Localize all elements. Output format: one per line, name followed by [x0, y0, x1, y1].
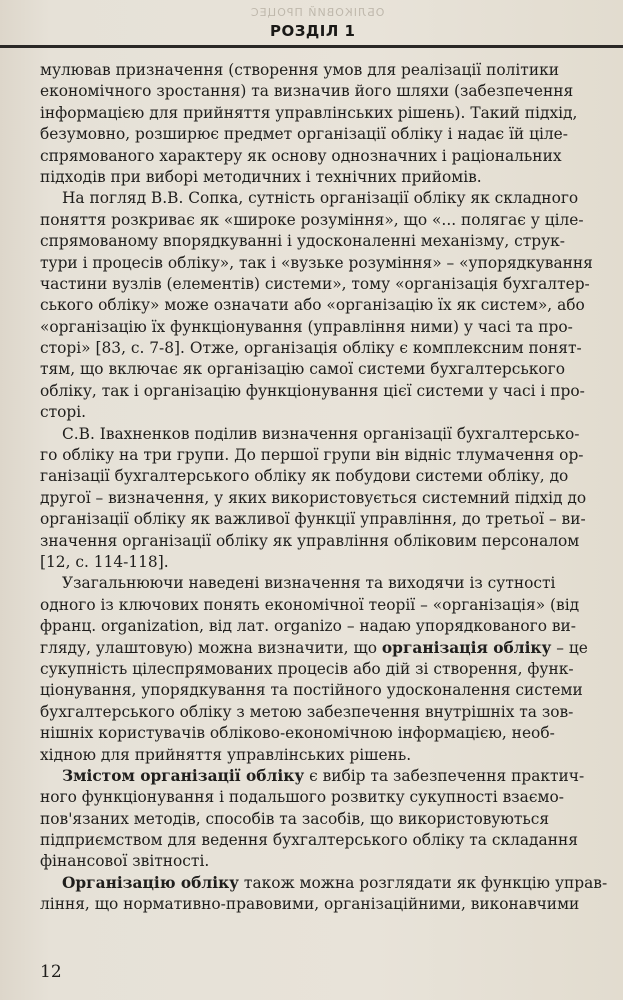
- text-line: [40, 638, 623, 659]
- line-text: ціонування, упорядкування та постійного удосконалення системи: [40, 681, 583, 700]
- bleed-through-text: ОБЛІКОВИЙ ПРОЦЕС: [250, 6, 385, 19]
- line-text: поняття розкриває як «широке розуміння», що «... полягає у ціле-: [40, 210, 584, 229]
- line-text: гляду, улаштовую) можна визначити, що: [40, 638, 382, 657]
- text-line: [40, 531, 623, 552]
- text-line: [40, 488, 623, 509]
- line-text: тям, що включає як організацію самої системи бухгалтерського: [40, 360, 566, 379]
- text-line: [40, 873, 623, 894]
- text-line: [40, 188, 623, 209]
- text-line: [40, 616, 623, 637]
- line-text: підходів при виборі методичних і технічних прийомів.: [40, 167, 482, 186]
- text-line: [40, 81, 623, 102]
- line-text: пов'язаних методів, способів та засобів, що використовуються: [40, 809, 550, 828]
- text-line: [40, 381, 623, 402]
- text-line: [40, 766, 623, 787]
- line-text: сукупність цілеспрямованих процесів або дій зі створення, функ-: [40, 659, 574, 678]
- running-header: [0, 22, 623, 46]
- text-line: [40, 274, 623, 295]
- header-rule: [0, 45, 623, 48]
- line-text: го обліку на три групи. До першої групи він відніс тлумачення ор-: [40, 446, 584, 465]
- text-line: [40, 295, 623, 316]
- bold-term: організація обліку: [381, 638, 552, 657]
- text-line: [40, 445, 623, 466]
- line-text: економічного зростання) та визначив його шляхи (забезпечення: [40, 82, 574, 101]
- line-text: одного із ключових понять економічної теорії – «організація» (від: [40, 595, 580, 614]
- text-line: [40, 253, 623, 274]
- text-line: [40, 103, 623, 124]
- page-number: 12: [40, 962, 62, 982]
- text-line: [40, 702, 623, 723]
- line-text: [12, с. 114-118].: [40, 552, 169, 571]
- text-line: [40, 167, 623, 188]
- line-text: значення організації обліку як управління обліковим персоналом: [40, 531, 580, 550]
- text-line: [40, 723, 623, 744]
- text-line: [40, 424, 623, 445]
- chapter-title: РОЗДІЛ 1: [270, 22, 356, 40]
- text-line: [40, 680, 623, 701]
- line-text: ганізації бухгалтерського обліку як побудови системи обліку, до: [40, 467, 569, 486]
- line-text: ного функціонування і подальшого розвитку сукупності взаємо-: [40, 788, 564, 807]
- line-text: інформацією для прийняття управлінських рішень). Такий підхід,: [40, 103, 578, 122]
- line-text: хідною для прийняття управлінських рішень.: [40, 745, 412, 764]
- text-line: [40, 745, 623, 766]
- line-text: мулював призначення (створення умов для реалізації політики: [40, 61, 559, 79]
- line-text: ління, що нормативно-правовими, організаційними, виконавчими: [40, 895, 580, 914]
- line-text: сторі» [83, с. 7-8]. Отже, організація обліку є комплексним понят-: [40, 339, 582, 358]
- line-text: організації обліку як важливої функції управління, до третьої – ви-: [40, 510, 586, 529]
- text-line: [40, 509, 623, 530]
- line-text: нішніх користувачів обліково-економічною інформацією, необ-: [40, 724, 555, 743]
- line-text: франц. organization, від лат. organizo – надаю упорядкованого ви-: [40, 617, 576, 636]
- text-line: [40, 809, 623, 830]
- line-text: С.В. Івахненков поділив визначення організації бухгалтерсько-: [62, 424, 580, 443]
- line-text: тури і процесів обліку», так і «вузьке розуміння» – «упорядкування: [40, 253, 593, 272]
- line-text: ського обліку» може означати або «організацію їх як систем», або: [40, 296, 585, 315]
- text-line: [40, 552, 623, 573]
- text-line: [40, 466, 623, 487]
- text-line: [40, 60, 623, 81]
- line-text: спрямованому впорядкуванні і удосконаленні механізму, струк-: [40, 232, 565, 251]
- line-text-after: також можна розглядати як функцію управ-: [239, 873, 608, 892]
- line-text: сторі.: [40, 403, 87, 422]
- text-line: [40, 359, 623, 380]
- text-line: [40, 851, 623, 872]
- line-text: «організацію їх функціонування (управління ними) у часі та про-: [40, 317, 573, 336]
- text-line: [40, 317, 623, 338]
- line-text: На погляд В.В. Сопка, сутність організації обліку як складного: [62, 189, 579, 208]
- line-text: частини вузлів (елементів) системи», тому «організація бухгалтер-: [40, 274, 590, 293]
- text-line: [40, 338, 623, 359]
- line-text-after: – це: [551, 638, 588, 657]
- text-line: [40, 146, 623, 167]
- text-line: [40, 124, 623, 145]
- text-line: [40, 573, 623, 594]
- line-text: фінансової звітності.: [40, 852, 210, 871]
- text-line: [40, 210, 623, 231]
- text-line: [40, 894, 623, 915]
- text-line: [40, 231, 623, 252]
- text-line: [40, 787, 623, 808]
- body-text: [40, 60, 623, 916]
- line-text: Узагальнюючи наведені визначення та виходячи із сутності: [62, 574, 556, 593]
- line-text-after: є вибір та забезпечення практич-: [304, 766, 585, 785]
- bold-term: Організацію обліку: [62, 873, 240, 892]
- text-line: [40, 595, 623, 616]
- bold-term: Змістом організації обліку: [62, 766, 305, 785]
- line-text: бухгалтерського обліку з метою забезпечення внутрішніх та зов-: [40, 702, 574, 721]
- line-text: підприємством для ведення бухгалтерського обліку та складання: [40, 831, 578, 850]
- text-line: [40, 659, 623, 680]
- line-text: другої – визначення, у яких використовується системний підхід до: [40, 488, 587, 507]
- line-text: обліку, так і організацію функціонування цієї системи у часі і про-: [40, 381, 585, 400]
- line-text: спрямованого характеру як основу однозначних і раціональних: [40, 146, 562, 165]
- text-line: [40, 830, 623, 851]
- text-line: [40, 402, 623, 423]
- line-text: безумовно, розширює предмет організації обліку і надає їй ціле-: [40, 125, 568, 144]
